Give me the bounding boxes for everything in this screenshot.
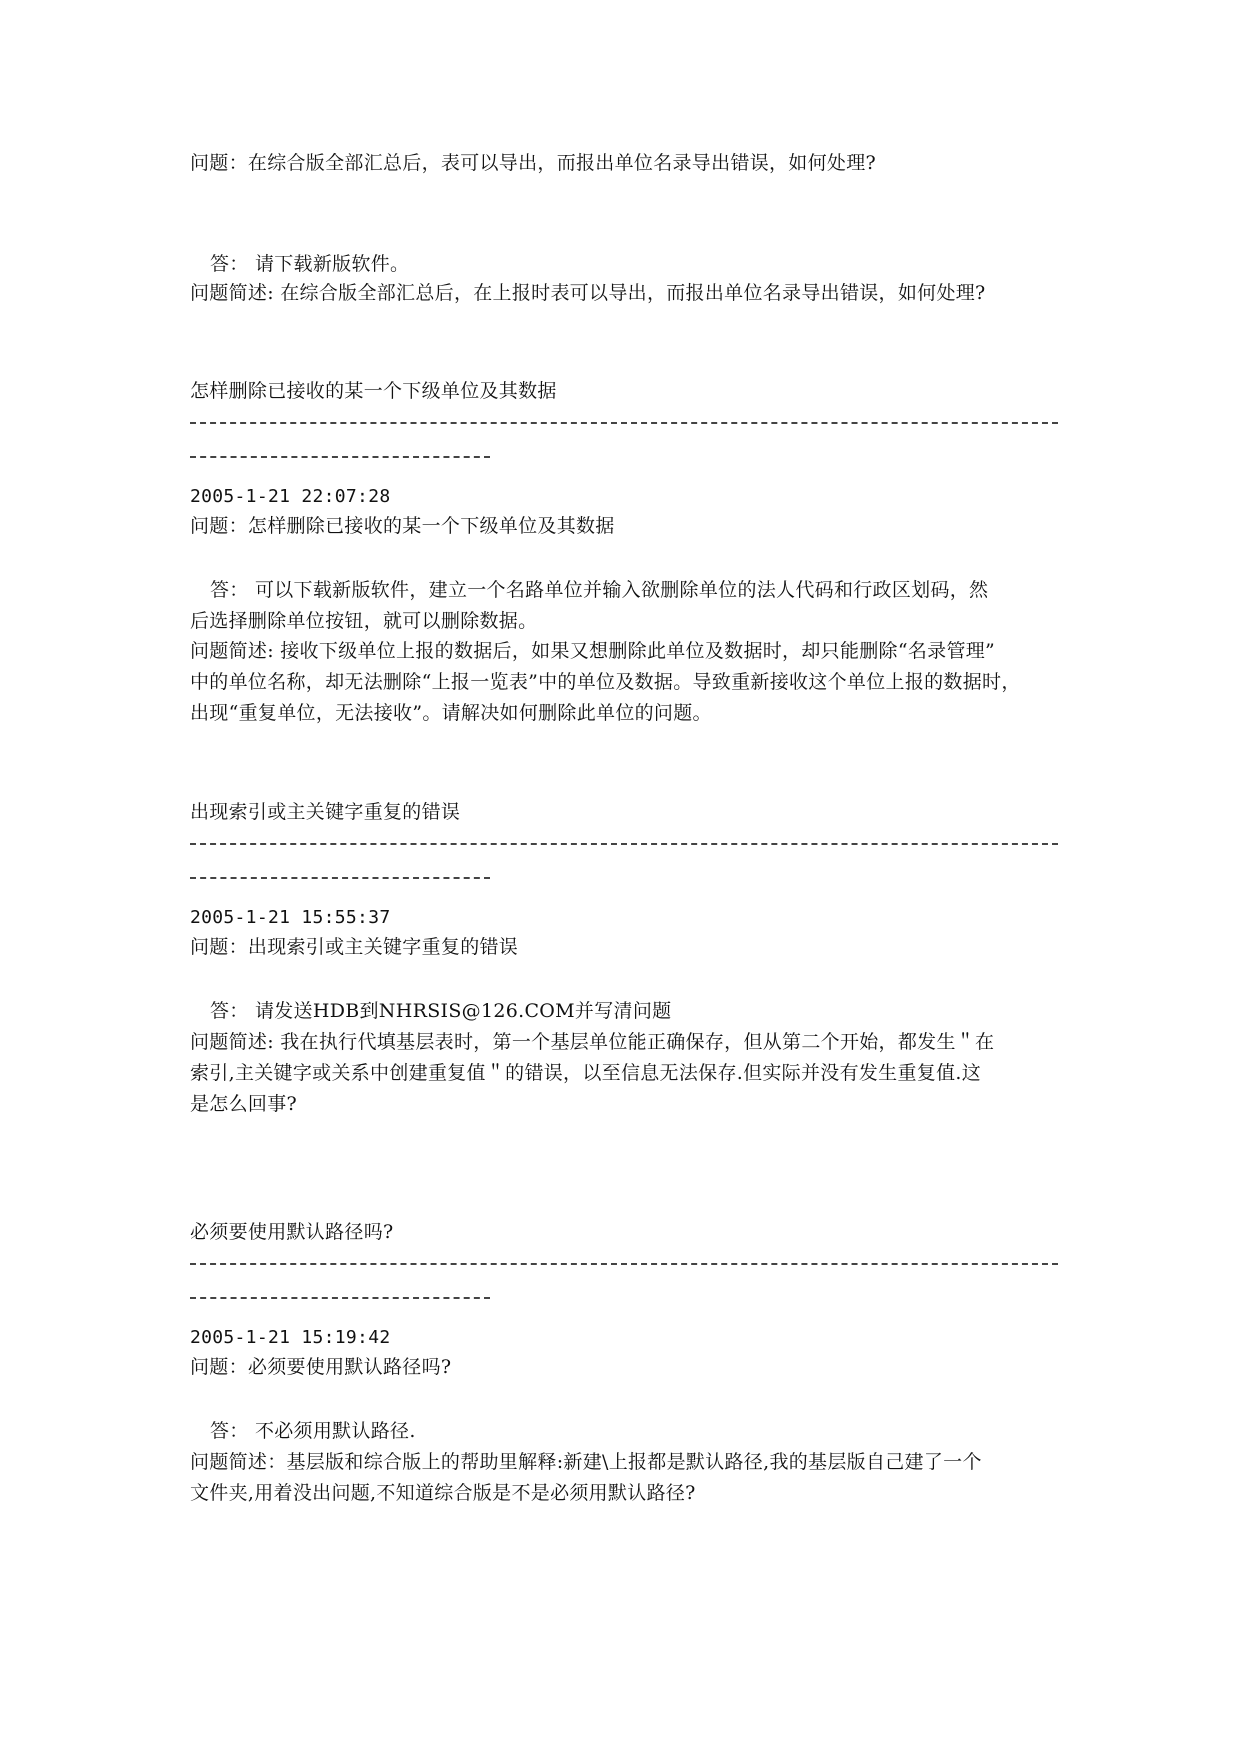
separator-line	[190, 1263, 1058, 1265]
entry-answer-line: 答： 请发送HDB到NHRSIS@126.COM并写清问题	[210, 1000, 672, 1022]
entry-datetime: 2005-1-21 22:07:28	[190, 486, 391, 507]
intro-summary: 问题简述: 在综合版全部汇总后，在上报时表可以导出，而报出单位名录导出错误，如何处理?	[190, 282, 986, 304]
entry-answer-line: 后选择删除单位按钮，就可以删除数据。	[190, 610, 538, 632]
entry-summary-line: 文件夹,用着没出问题,不知道综合版是不是必须用默认路径?	[190, 1482, 696, 1504]
entry-summary-line: 问题简述：基层版和综合版上的帮助里解释:新建\上报都是默认路径,我的基层版自己建了一个	[190, 1451, 982, 1473]
entry-question: 问题：怎样删除已接收的某一个下级单位及其数据	[190, 515, 615, 537]
entry-summary-line: 中的单位名称，却无法删除“上报一览表”中的单位及数据。导致重新接收这个单位上报的数据时，	[190, 671, 1021, 693]
entry-question: 问题：必须要使用默认路径吗?	[190, 1356, 452, 1378]
entry-answer-line: 答： 不必须用默认路径.	[210, 1420, 416, 1442]
separator-line	[190, 1297, 490, 1299]
entry-summary-line: 索引,主关键字或关系中创建重复值＂的错误，以至信息无法保存.但实际并没有发生重复值.这	[190, 1062, 982, 1084]
entry-title: 出现索引或主关键字重复的错误	[190, 801, 461, 823]
entry-summary-line: 是怎么回事?	[190, 1093, 297, 1115]
entry-summary-line: 问题简述: 接收下级单位上报的数据后，如果又想删除此单位及数据时，却只能删除“名录管理”	[190, 640, 996, 662]
entry-question: 问题：出现索引或主关键字重复的错误	[190, 936, 519, 958]
intro-answer: 答： 请下载新版软件。	[210, 253, 410, 275]
entry-datetime: 2005-1-21 15:55:37	[190, 907, 391, 928]
entry-answer-line: 答： 可以下载新版软件，建立一个名路单位并输入欲删除单位的法人代码和行政区划码，然	[210, 579, 989, 601]
intro-question: 问题：在综合版全部汇总后，表可以导出，而报出单位名录导出错误，如何处理?	[190, 152, 876, 174]
entry-summary-line: 问题简述: 我在执行代填基层表时，第一个基层单位能正确保存，但从第二个开始，都发生＂在	[190, 1031, 995, 1053]
separator-line	[190, 422, 1058, 424]
separator-line	[190, 843, 1058, 845]
separator-line	[190, 877, 490, 879]
entry-title: 必须要使用默认路径吗?	[190, 1221, 394, 1243]
entry-summary-line: 出现“重复单位，无法接收”。请解决如何删除此单位的问题。	[190, 702, 712, 724]
separator-line	[190, 456, 490, 458]
entry-title: 怎样删除已接收的某一个下级单位及其数据	[190, 380, 557, 402]
entry-datetime: 2005-1-21 15:19:42	[190, 1327, 391, 1348]
